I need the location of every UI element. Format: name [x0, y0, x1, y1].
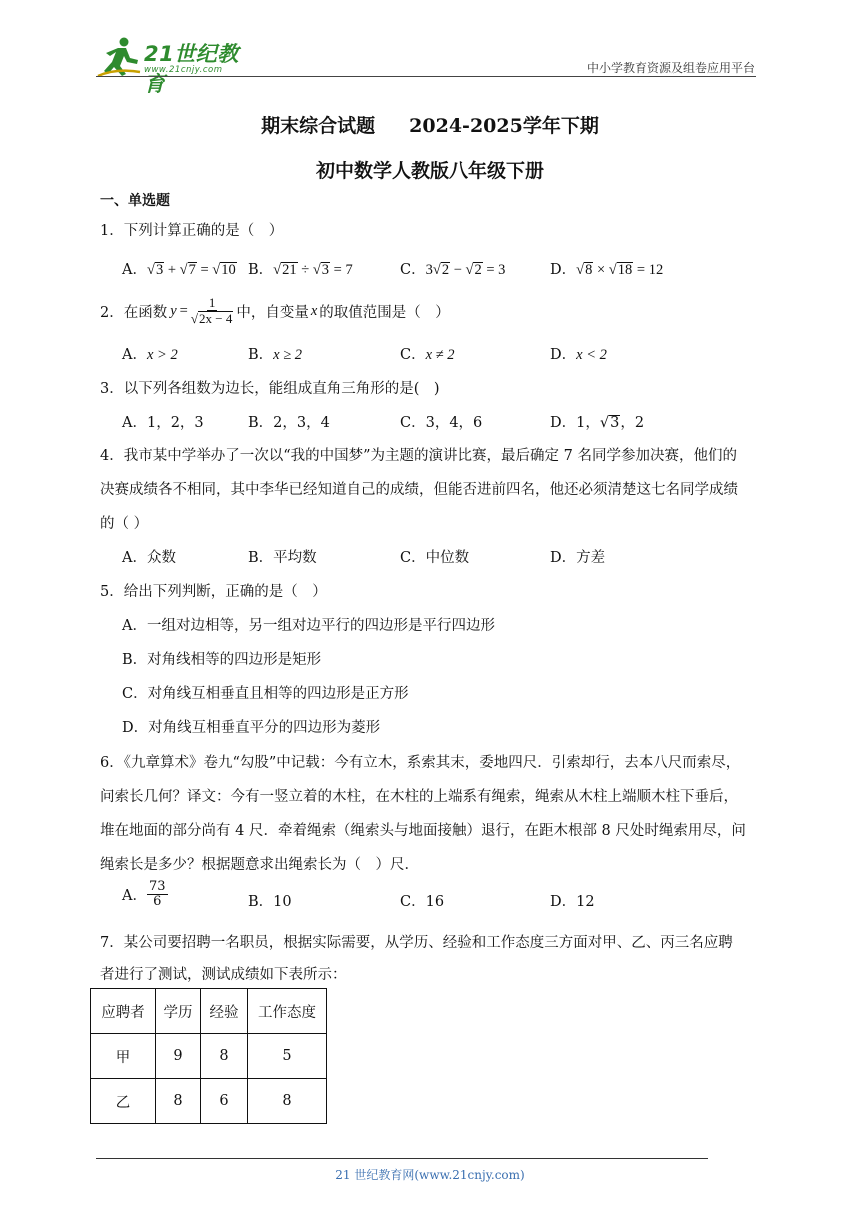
- table-row: [91, 1079, 327, 1124]
- q1-stem: 1．下列计算正确的是（ ）: [100, 223, 284, 239]
- q2-option-b: B．x ≥ 2: [248, 347, 303, 363]
- footer-divider: [96, 1158, 708, 1159]
- table-cell: 9: [156, 1034, 201, 1079]
- exam-subtitle: 初中数学人教版八年级下册: [315, 160, 544, 182]
- q5-option-a: A．一组对边相等，另一组对边平行的四边形是平行四边形: [122, 618, 495, 634]
- q3-option-b: B．2，3，4: [248, 415, 330, 431]
- site-logo: [96, 36, 256, 96]
- exam-title-left: 期末综合试题: [261, 115, 376, 137]
- q2-fraction: $\frac{1}{√2x - 4}$: [190, 295, 233, 327]
- site-name: 中小学教育资源及组卷应用平台: [586, 61, 755, 75]
- q4-line1: 4．我市某中学举办了一次以“我的中国梦”为主题的演讲比赛，最后确定 7 名同学参加决赛，他们的: [100, 448, 737, 464]
- q4-option-a: A．众数: [122, 550, 176, 566]
- table-cell: 8: [248, 1079, 327, 1124]
- q4-line3: 的（ ）: [100, 516, 149, 532]
- table-header-cell: 应聘者: [91, 989, 156, 1034]
- section-title: 一、单选题: [100, 193, 170, 209]
- q5-option-c: C．对角线互相垂直且相等的四边形是正方形: [122, 686, 409, 702]
- score-table: [90, 988, 327, 1124]
- q3-stem: 3．以下列各组数为边长，能组成直角三角形的是( ): [100, 381, 440, 397]
- table-cell: 甲: [91, 1034, 156, 1079]
- q1-option-b: B．√21 ÷ √3 = 7: [248, 262, 353, 278]
- q1-option-d: D．√8 × √18 = 12: [550, 262, 664, 278]
- q4-option-d: D．方差: [550, 550, 606, 566]
- q4-line2: 决赛成绩各不相同，其中李华已经知道自己的成绩，但能否进前四名，他还必须清楚这七名同学成绩: [100, 482, 738, 498]
- table-cell: 8: [156, 1079, 201, 1124]
- q3-option-a: A．1，2，3: [122, 415, 204, 431]
- table-cell: 乙: [91, 1079, 156, 1124]
- q6-option-b: B．10: [248, 894, 292, 910]
- q6-line1: 6．《九章算术》卷九“勾股”中记载：今有立木，系索其末，委地四尺．引索却行，去本八尺而索尽，: [100, 755, 741, 771]
- q4-option-b: B．平均数: [248, 550, 317, 566]
- table-header-cell: 学历: [156, 989, 201, 1034]
- table-cell: 8: [201, 1034, 248, 1079]
- q6-line3: 堆在地面的部分尚有 4 尺．牵着绳索（绳索头与地面接触）退行，在距木根部 8 尺处时绳索用尽，问: [100, 823, 746, 839]
- table-cell: 5: [248, 1034, 327, 1079]
- q2-option-d: D．x < 2: [550, 347, 607, 363]
- q6-option-c: C．16: [400, 894, 445, 910]
- table-header-row: [91, 989, 327, 1034]
- table-cell: 6: [201, 1079, 248, 1124]
- exam-title: [0, 111, 860, 138]
- q1-option-c: C．3√2 − √2 = 3: [400, 262, 506, 278]
- q6-option-a: A． $\frac{73}{6}$: [122, 879, 166, 910]
- q2-option-c: C．x ≠ 2: [400, 347, 455, 363]
- exam-title-right: 2024-2025学年下期: [409, 115, 599, 137]
- q2-stem: 2．在函数 y = $\frac{1}{√2x - 4}$ 中，自变量 x 的取值范围是（ ）: [100, 295, 450, 327]
- q7-line1: 7．某公司要招聘一名职员，根据实际需要，从学历、经验和工作态度三方面对甲、乙、丙三名应聘: [100, 935, 733, 951]
- q4-option-c: C．中位数: [400, 550, 470, 566]
- table-header-cell: 工作态度: [248, 989, 327, 1034]
- q3-option-d: D．1，√3，2: [550, 415, 645, 431]
- table-row: [91, 1034, 327, 1079]
- q6-line4: 绳索长是多少？根据题意求出绳索长为（ ）尺．: [100, 857, 419, 873]
- runner-logo-icon: [96, 36, 142, 80]
- q5-stem: 5．给出下列判断，正确的是（ ）: [100, 584, 327, 600]
- q7-line2: 者进行了测试，测试成绩如下表所示：: [100, 967, 347, 983]
- logo-text: 21世纪教育: [144, 42, 239, 96]
- q2-option-a: A．x > 2: [122, 347, 178, 363]
- q1-option-a: A．√3 + √7 = √10: [122, 262, 236, 278]
- footer-link[interactable]: 21 世纪教育网(www.21cnjy.com): [335, 1168, 525, 1182]
- q5-option-b: B．对角线相等的四边形是矩形: [122, 652, 322, 668]
- q5-option-d: D．对角线互相垂直平分的四边形为菱形: [122, 720, 381, 736]
- header-divider: [96, 76, 756, 77]
- logo-url: www.21cnjy.com: [144, 65, 223, 75]
- q6-line2: 问索长几何？译文：今有一竖立着的木柱，在木柱的上端系有绳索，绳索从木柱上端顺木柱下垂后，: [100, 789, 738, 805]
- q6-option-a-fraction: $\frac{73}{6}$: [148, 879, 166, 910]
- q3-option-c: C．3，4，6: [400, 415, 483, 431]
- table-header-cell: 经验: [201, 989, 248, 1034]
- q6-option-d: D．12: [550, 894, 595, 910]
